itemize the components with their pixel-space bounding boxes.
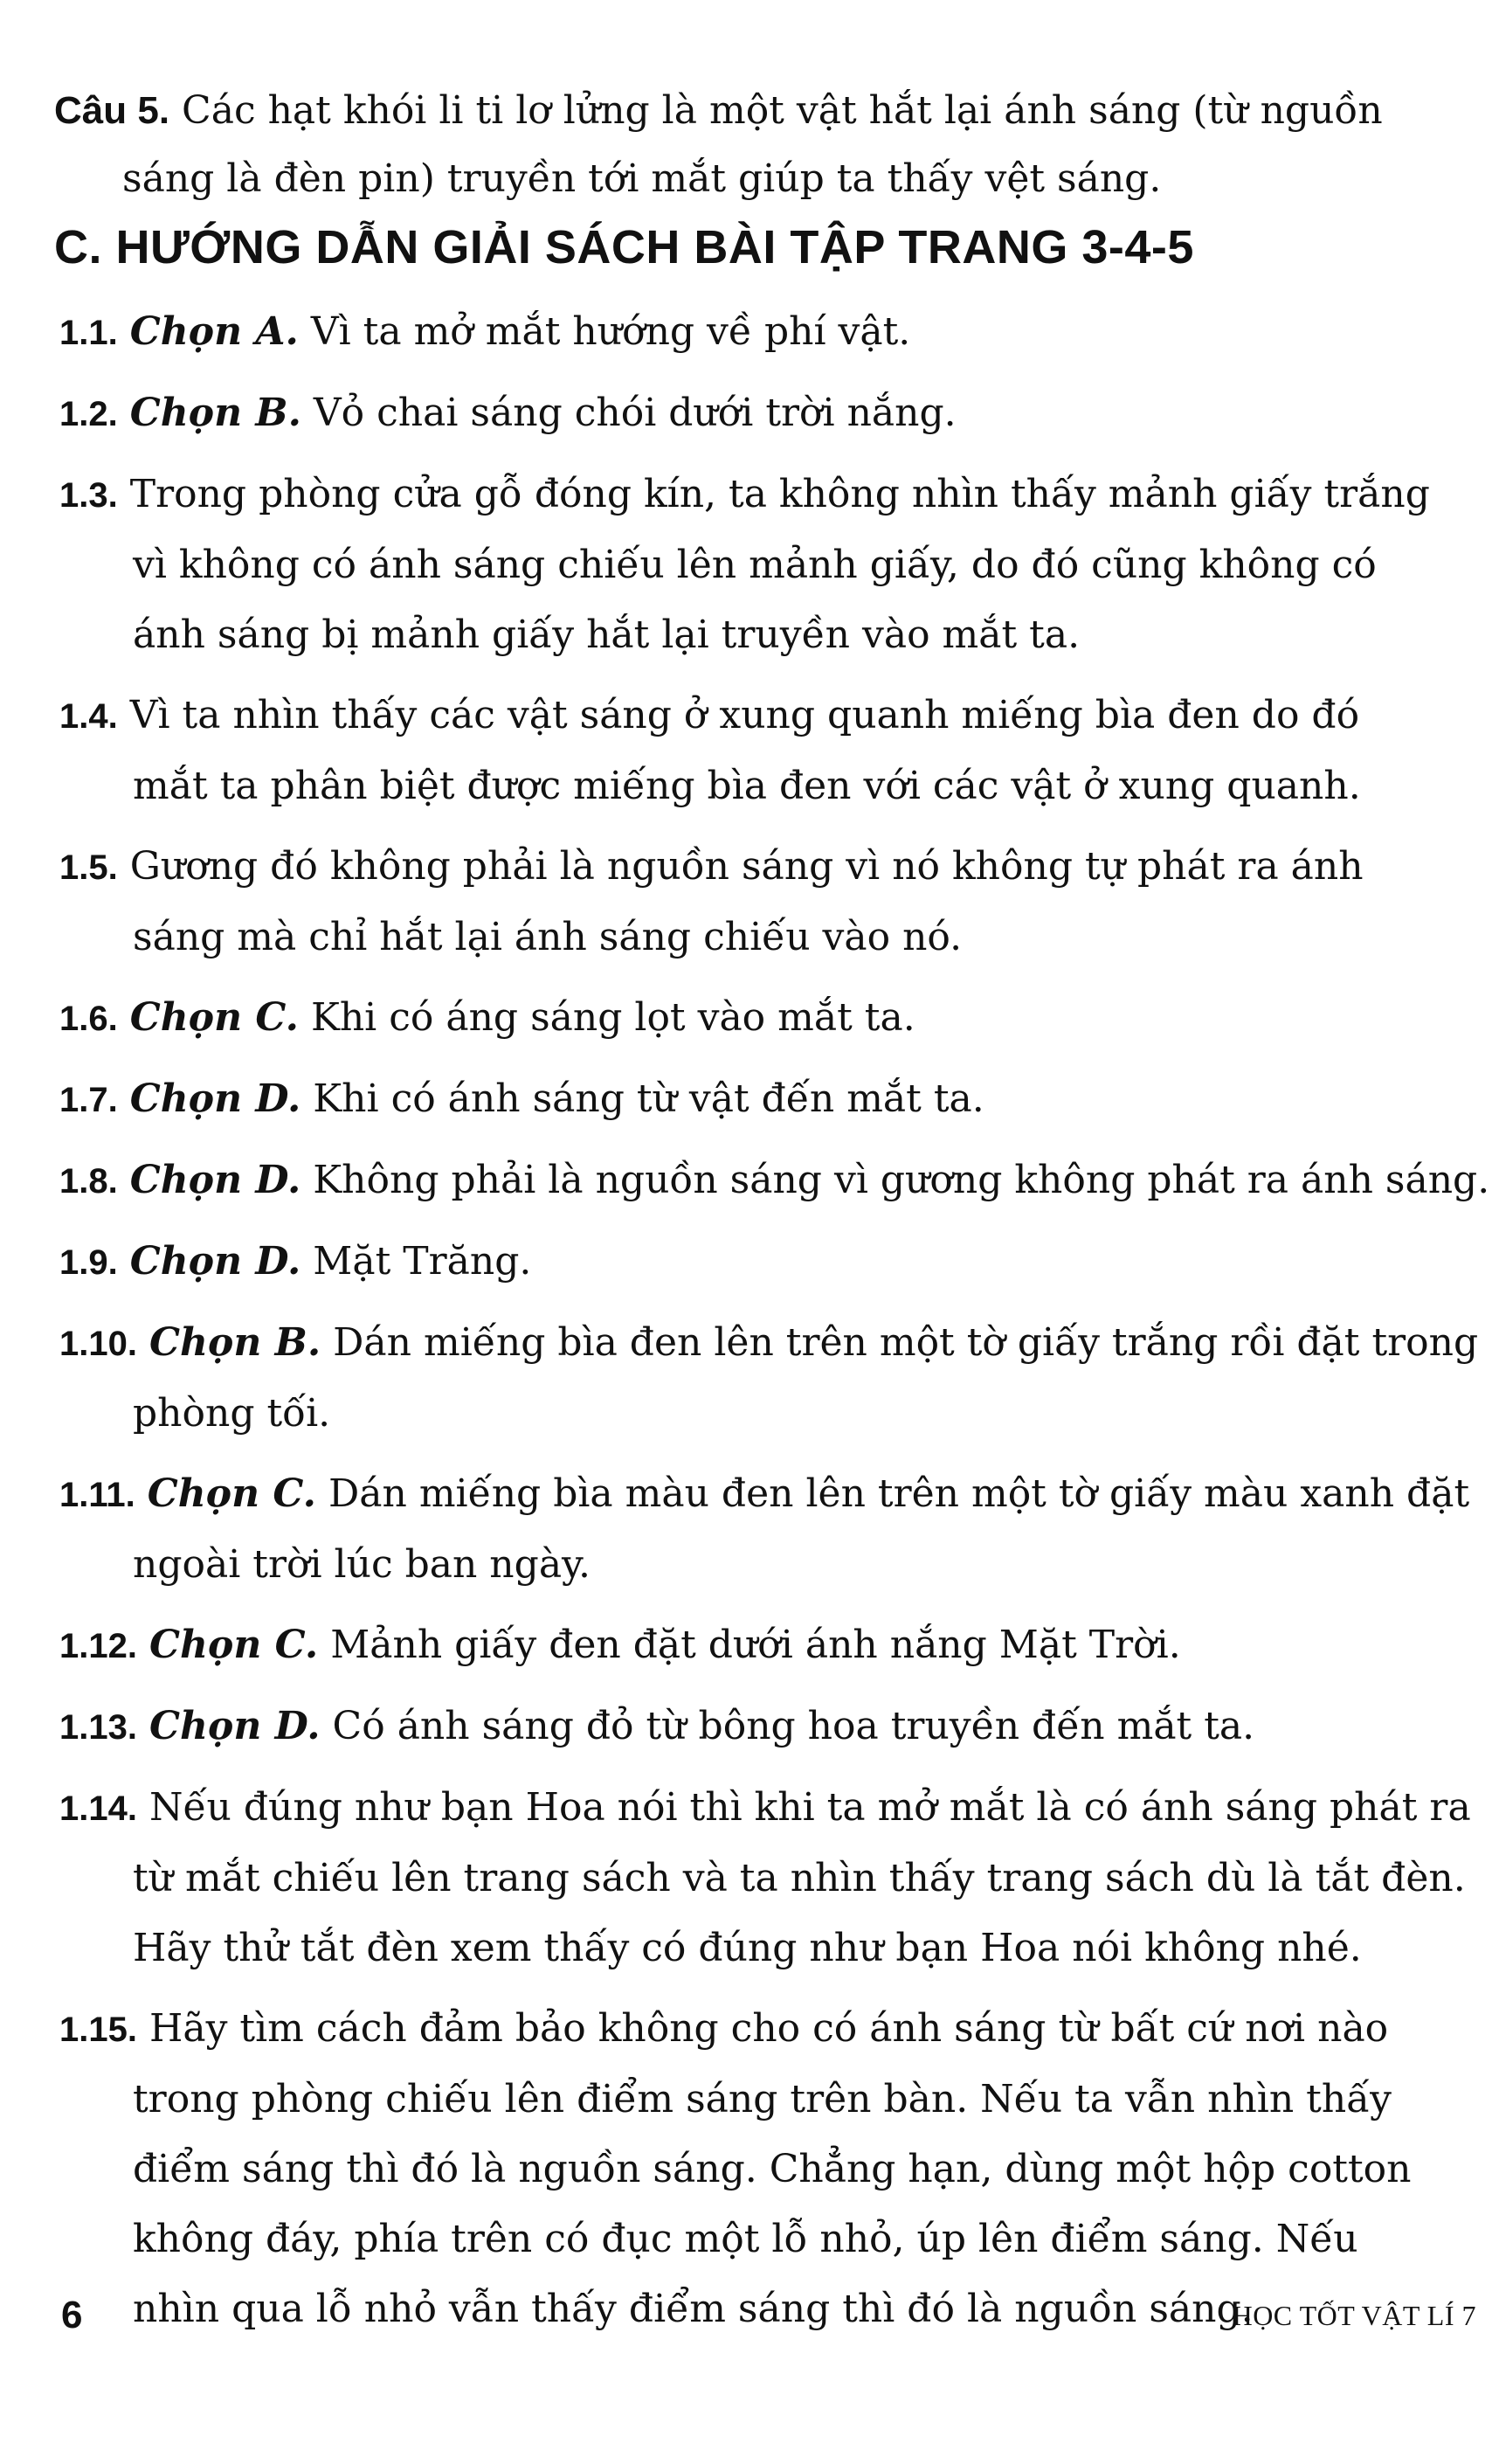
answer-text: phòng tối.	[133, 1391, 331, 1436]
answer-line	[59, 1610, 1482, 1681]
answer-number: 1.15.	[59, 2011, 137, 2049]
answer-text: sáng mà chỉ hắt lại ánh sáng chiếu vào nó.	[133, 915, 963, 959]
answer-line	[59, 1459, 1482, 1530]
answer-text: vì không có ánh sáng chiếu lên mảnh giấy, do đó cũng không có	[133, 543, 1377, 587]
answer-line	[59, 2135, 1482, 2204]
answer-number: 1.12.	[59, 1627, 137, 1665]
answer-item	[59, 1459, 1482, 1600]
answer-item	[59, 681, 1482, 821]
answer-choice: Chọn B.	[129, 391, 301, 435]
answer-text: ánh sáng bị mảnh giấy hắt lại truyền vào mắt ta.	[133, 613, 1081, 657]
answer-text: Vỏ chai sáng chói dưới trời nắng.	[313, 391, 957, 435]
answer-text: trong phòng chiếu lên điểm sáng trên bàn. Nếu ta vẫn nhìn thấy	[133, 2077, 1392, 2121]
intro-paragraph	[54, 77, 1461, 213]
answer-item	[59, 1308, 1482, 1449]
section-heading: C. HƯỚNG DẪN GIẢI SÁCH BÀI TẬP TRANG 3-4-5	[54, 221, 1194, 273]
answer-line	[59, 600, 1482, 670]
answer-text: Nếu đúng như bạn Hoa nói thì khi ta mở mắt là có ánh sáng phát ra	[149, 1785, 1471, 1830]
answer-text: điểm sáng thì đó là nguồn sáng. Chẳng hạn, dùng một hộp cotton	[133, 2147, 1412, 2191]
answer-number: 1.6.	[59, 1000, 118, 1038]
answer-choice: Chọn C.	[129, 995, 299, 1040]
answer-number: 1.8.	[59, 1162, 118, 1201]
answer-line	[59, 460, 1482, 530]
answer-line	[59, 751, 1482, 821]
answer-text: nhìn qua lỗ nhỏ vẫn thấy điểm sáng thì đó là nguồn sáng.	[133, 2287, 1254, 2331]
answer-text: Vì ta mở mắt hướng về phí vật.	[310, 309, 911, 354]
answer-number: 1.2.	[59, 395, 118, 433]
answer-item	[59, 1773, 1482, 1983]
answer-line	[59, 832, 1482, 903]
answer-line	[59, 1379, 1482, 1449]
answer-text: từ mắt chiếu lên trang sách và ta nhìn thấy trang sách dù là tắt đèn.	[133, 1856, 1466, 1900]
answer-text: Mảnh giấy đen đặt dưới ánh nắng Mặt Trời.	[330, 1623, 1181, 1667]
answer-text: Có ánh sáng đỏ từ bông hoa truyền đến mắt ta.	[332, 1704, 1255, 1748]
answer-line	[59, 1530, 1482, 1600]
answer-choice: Chọn C.	[149, 1623, 319, 1667]
answer-number: 1.11.	[59, 1476, 135, 1514]
answer-number: 1.7.	[59, 1081, 118, 1119]
answer-text: không đáy, phía trên có đục một lỗ nhỏ, úp lên điểm sáng. Nếu	[133, 2217, 1358, 2261]
answer-line	[59, 1914, 1482, 1983]
intro-text-1: Các hạt khói li ti lơ lửng là một vật hắt lại ánh sáng (từ nguồn	[182, 88, 1383, 133]
book-title: HỌC TỐT VẬT LÍ 7	[1232, 2300, 1476, 2331]
answer-list	[59, 297, 1490, 2355]
answer-line	[59, 1773, 1482, 1844]
answer-line	[59, 1064, 1482, 1135]
answer-choice: Chọn C.	[147, 1471, 316, 1516]
answer-item	[59, 460, 1482, 670]
answer-number: 1.1.	[59, 314, 118, 352]
answer-line	[59, 903, 1482, 972]
answer-choice: Chọn D.	[129, 1239, 301, 1284]
answer-line	[59, 1994, 1482, 2065]
answer-text: Khi có áng sáng lọt vào mắt ta.	[310, 995, 915, 1040]
answer-text: Hãy tìm cách đảm bảo không cho có ánh sáng từ bất cứ nơi nào	[149, 2006, 1389, 2051]
answer-text: Khi có ánh sáng từ vật đến mắt ta.	[313, 1076, 984, 1121]
answer-number: 1.13.	[59, 1708, 137, 1747]
answer-item	[59, 297, 1482, 368]
answer-item	[59, 832, 1482, 972]
answer-number: 1.4.	[59, 697, 118, 736]
answer-text: Gương đó không phải là nguồn sáng vì nó không tự phát ra ánh	[129, 844, 1364, 889]
answer-item	[59, 1692, 1482, 1762]
answer-text: mắt ta phân biệt được miếng bìa đen với các vật ở xung quanh.	[133, 764, 1361, 808]
answer-choice: Chọn D.	[129, 1158, 301, 1202]
answer-item	[59, 1227, 1482, 1298]
intro-line-2: sáng là đèn pin) truyền tới mắt giúp ta thấy vệt sáng.	[122, 156, 1162, 201]
page-number: 6	[61, 2294, 83, 2336]
answer-choice: Chọn D.	[129, 1076, 301, 1121]
answer-number: 1.9.	[59, 1243, 118, 1282]
answer-item	[59, 1145, 1490, 1216]
answer-line	[59, 983, 1482, 1054]
answer-item	[59, 378, 1482, 449]
answer-line	[59, 2065, 1482, 2135]
answer-line	[59, 1844, 1482, 1914]
answer-item	[59, 1610, 1482, 1681]
answer-text: Trong phòng cửa gỗ đóng kín, ta không nhìn thấy mảnh giấy trắng	[129, 472, 1430, 516]
answer-text: Hãy thử tắt đèn xem thấy có đúng như bạn Hoa nói không nhé.	[133, 1926, 1362, 1970]
answer-line	[59, 530, 1482, 600]
answer-text: ngoài trời lúc ban ngày.	[133, 1542, 591, 1587]
answer-choice: Chọn B.	[149, 1320, 321, 1365]
intro-line-1	[54, 77, 1461, 145]
answer-text: Vì ta nhìn thấy các vật sáng ở xung quanh miếng bìa đen do đó	[129, 693, 1360, 737]
answer-number: 1.14.	[59, 1789, 137, 1828]
answer-item	[59, 1994, 1482, 2344]
answer-number: 1.3.	[59, 476, 118, 515]
answer-number: 1.10.	[59, 1325, 137, 1363]
answer-choice: Chọn A.	[129, 309, 299, 354]
answer-line	[59, 1227, 1482, 1298]
answer-text: Không phải là nguồn sáng vì gương không phát ra ánh sáng.	[313, 1158, 1490, 1202]
answer-text: Dán miếng bìa màu đen lên trên một tờ giấy màu xanh đặt	[328, 1471, 1470, 1516]
answer-text: Dán miếng bìa đen lên trên một tờ giấy trắng rồi đặt trong	[333, 1320, 1479, 1365]
answer-choice: Chọn D.	[149, 1704, 321, 1748]
answer-item	[59, 1064, 1482, 1135]
answer-line	[59, 681, 1482, 751]
answer-number: 1.5.	[59, 848, 118, 887]
answer-line	[59, 1308, 1482, 1379]
answer-text: Mặt Trăng.	[313, 1239, 532, 1284]
answer-line	[59, 378, 1482, 449]
answer-line	[59, 1145, 1490, 1216]
intro-label: Câu 5.	[54, 89, 170, 132]
answer-line	[59, 2204, 1482, 2274]
answer-line	[59, 1692, 1482, 1762]
answer-item	[59, 983, 1482, 1054]
answer-line	[59, 297, 1482, 368]
